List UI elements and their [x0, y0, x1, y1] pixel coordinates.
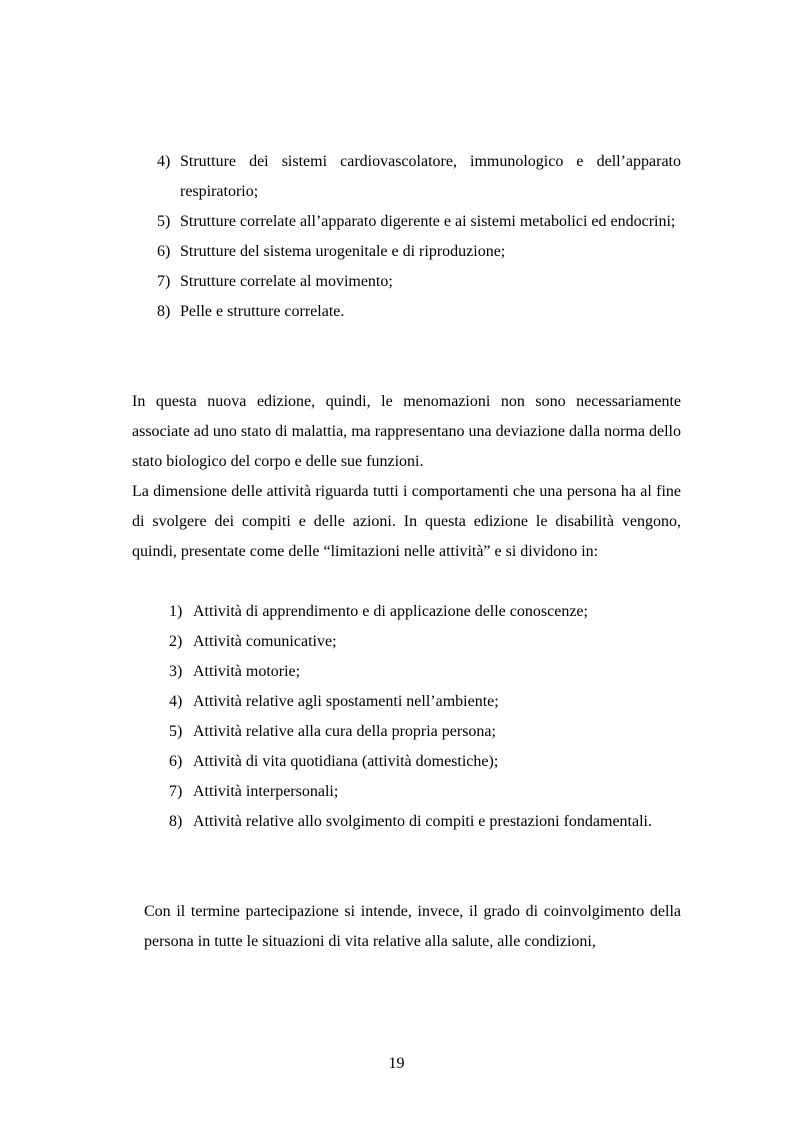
paragraph: In questa nuova edizione, quindi, le menomazioni non sono necessariamente associate ad uno stato di malattia, ma rappresentano una deviazione dalla norma dello stato biologico del corpo e delle sue funzioni. [132, 393, 681, 470]
list-item-number: 8) [169, 813, 183, 830]
activities-list [169, 597, 681, 837]
list-item [169, 807, 681, 837]
list-item-number: 4) [157, 153, 171, 170]
list-item-number: 4) [169, 693, 183, 710]
list-item-text: Attività relative agli spostamenti nell’ambiente; [193, 693, 499, 710]
list-item-text: Strutture correlate al movimento; [180, 273, 393, 290]
list-item [169, 597, 681, 627]
list-item [169, 627, 681, 657]
list-item [169, 777, 681, 807]
list-item-number: 6) [169, 753, 183, 770]
list-item-text: Attività motorie; [193, 663, 301, 680]
list-item [157, 147, 681, 207]
list-item-number: 7) [169, 783, 183, 800]
list-item [169, 657, 681, 687]
list-item-text: Attività comunicative; [193, 633, 337, 650]
paragraph: La dimensione delle attività riguarda tutti i comportamenti che una persona ha al fine di svolgere dei compiti e delle azioni. In questa edizione le disabilità vengono, quindi, presentate come delle “limitazioni nelle attività” e si dividono in: [132, 483, 681, 560]
list-item [169, 717, 681, 747]
list-item-number: 2) [169, 633, 183, 650]
list-item [157, 237, 681, 267]
page-number: 19 [388, 1055, 405, 1072]
list-item-number: 5) [157, 213, 171, 230]
structures-list [157, 147, 681, 327]
list-item [157, 267, 681, 297]
list-item-text: Attività interpersonali; [193, 783, 339, 800]
list-item-number: 5) [169, 723, 183, 740]
list-item-text: Strutture del sistema urogenitale e di riproduzione; [180, 243, 506, 260]
list-item [157, 297, 681, 327]
list-item-text: Attività relative alla cura della propria persona; [193, 723, 496, 740]
list-item [169, 747, 681, 777]
paragraph: Con il termine partecipazione si intende, invece, il grado di coinvolgimento della persona in tutte le situazioni di vita relative alla salute, alle condizioni, [144, 903, 681, 950]
list-item-number: 1) [169, 603, 183, 620]
list-item-number: 8) [157, 303, 171, 320]
list-item-text: Pelle e strutture correlate. [180, 303, 345, 320]
list-item-number: 6) [157, 243, 171, 260]
list-item-number: 7) [157, 273, 171, 290]
list-item-number: 3) [169, 663, 183, 680]
list-item-text: Strutture dei sistemi cardiovascolatore, immunologico e dell’apparato respiratorio; [180, 153, 681, 200]
list-item-text: Attività relative allo svolgimento di compiti e prestazioni fondamentali. [193, 813, 652, 830]
list-item [157, 207, 681, 237]
list-item-text: Attività di vita quotidiana (attività domestiche); [193, 753, 499, 770]
list-item-text: Strutture correlate all’apparato digerente e ai sistemi metabolici ed endocrini; [180, 213, 676, 230]
list-item-text: Attività di apprendimento e di applicazione delle conoscenze; [193, 603, 588, 620]
list-item [169, 687, 681, 717]
